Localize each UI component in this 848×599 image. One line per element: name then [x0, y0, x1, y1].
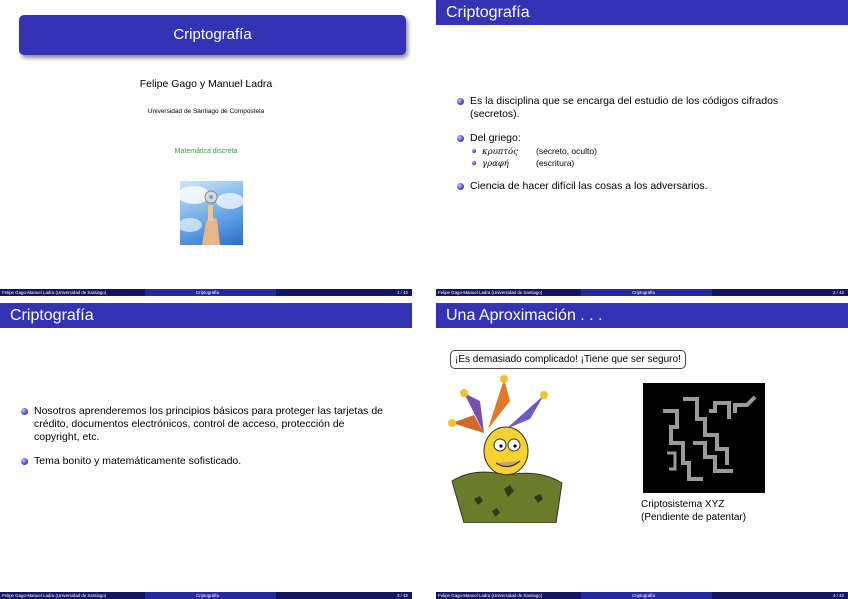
sub-bullet-icon [472, 149, 476, 153]
speech-callout: ¡Es demasiado complicado! ¡Tiene que ser seguro! [450, 350, 686, 369]
footer-title: Criptografía [632, 593, 655, 598]
list-item: Tema bonito y matemáticamente sofisticado. [20, 455, 390, 468]
footer-author: Felipe Gago-Manuel Ladra (Universidad de Santiago) [438, 593, 543, 598]
bullet-ball-icon [457, 98, 464, 105]
bullet-list [456, 95, 826, 204]
presentation-title: Criptografía [19, 15, 406, 55]
sub-list [470, 146, 826, 169]
cryptosystem-image [643, 383, 765, 493]
slide-4 [436, 303, 848, 599]
sub-bullet-icon [472, 161, 476, 165]
slide-footer [436, 289, 848, 296]
institute-line: Universidad de Santiago de Compostela [147, 108, 265, 115]
image-caption: Criptosistema XYZ (Pendiente de patentar) [641, 499, 747, 523]
list-item: κρυπτός (secreto, oculto) [470, 146, 826, 158]
date-line: Matemática discreta [174, 148, 238, 155]
footer-title: Criptografía [196, 593, 219, 598]
footer-title: Criptografía [196, 290, 219, 295]
list-item: Del griego: κρυπτός (secreto, oculto) γραφή (escritura) [456, 132, 826, 169]
bullet-ball-icon [457, 135, 464, 142]
page-number: 2 / 42 [833, 290, 844, 295]
page-number: 3 / 42 [397, 593, 408, 598]
slide-footer [0, 592, 412, 599]
footer-author: Felipe Gago-Manuel Ladra (Universidad de Santiago) [438, 290, 543, 295]
list-item: Nosotros aprenderemos los principios básicos para proteger las tarjetas de crédito, documentos electrónicos, control de acceso, protección de copyright, etc. [20, 405, 390, 444]
footer-author: Felipe Gago-Manuel Ladra (Universidad de Santiago) [2, 290, 107, 295]
page-number: 1 / 42 [397, 290, 408, 295]
footer-author: Felipe Gago-Manuel Ladra (Universidad de Santiago) [2, 593, 107, 598]
slide-footer [0, 289, 412, 296]
list-item: Ciencia de hacer difícil las cosas a los adversarios. [456, 180, 826, 193]
slide-footer [436, 592, 848, 599]
page-number: 4 / 42 [833, 593, 844, 598]
slide-3 [0, 303, 412, 599]
slide-1 [0, 0, 412, 296]
slide-2 [436, 0, 848, 296]
bullet-ball-icon [21, 408, 28, 415]
author-line: Felipe Gago y Manuel Ladra [139, 78, 273, 90]
bullet-list [20, 405, 390, 479]
frame-title: Una Aproximación . . . [436, 303, 848, 328]
list-item: Es la disciplina que se encarga del estudio de los códigos cifrados (secretos). [456, 95, 826, 121]
list-item: γραφή (escritura) [470, 158, 826, 170]
frame-title: Criptografía [436, 0, 848, 25]
frame-title: Criptografía [0, 303, 412, 328]
jester-cartoon-image [444, 371, 574, 523]
bullet-ball-icon [457, 183, 464, 190]
hand-key-image [180, 181, 243, 245]
bullet-ball-icon [21, 458, 28, 465]
footer-title: Criptografía [632, 290, 655, 295]
